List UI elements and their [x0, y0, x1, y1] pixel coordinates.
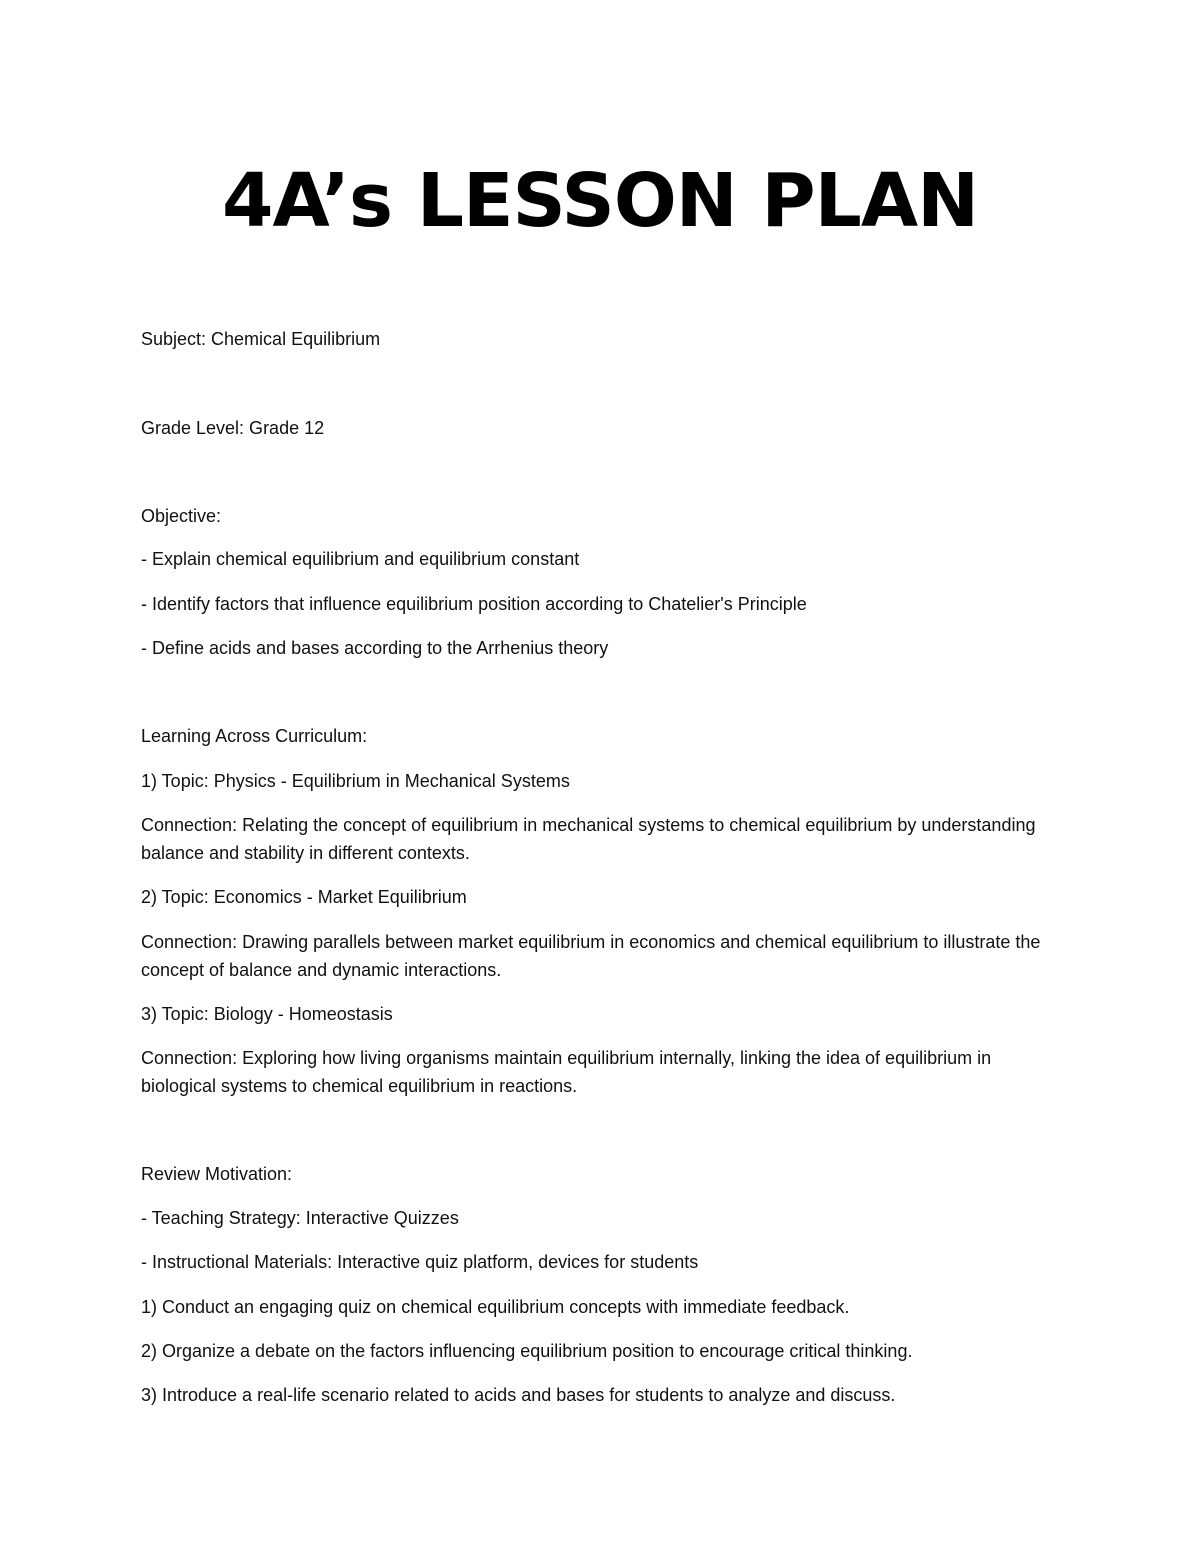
subject-line: Subject: Chemical Equilibrium [141, 329, 381, 349]
objective-heading: Objective: [141, 506, 222, 526]
objective-item: - Explain chemical equilibrium and equilibrium constant [141, 549, 580, 569]
teaching-strategy-line: - Teaching Strategy: Interactive Quizzes [141, 1208, 459, 1228]
curriculum-connection: Connection: Drawing parallels between market equilibrium in economics and chemical equilibrium to illustrate the concept of balance and dynamic interactions. [141, 932, 1041, 980]
objective-item: - Define acids and bases according to the Arrhenius theory [141, 638, 609, 658]
curriculum-topic: 2) Topic: Economics - Market Equilibrium [141, 887, 467, 907]
curriculum-topic: 3) Topic: Biology - Homeostasis [141, 1004, 393, 1024]
curriculum-topic: 1) Topic: Physics - Equilibrium in Mechanical Systems [141, 771, 570, 791]
grade-level-line: Grade Level: Grade 12 [141, 418, 325, 438]
review-step: 1) Conduct an engaging quiz on chemical equilibrium concepts with immediate feedback. [141, 1297, 850, 1317]
review-motivation-heading: Review Motivation: [141, 1164, 293, 1184]
learning-across-curriculum-heading: Learning Across Curriculum: [141, 726, 368, 746]
instructional-materials-line: - Instructional Materials: Interactive quiz platform, devices for students [141, 1252, 699, 1272]
review-step: 2) Organize a debate on the factors influencing equilibrium position to encourage critical thinking. [141, 1341, 913, 1361]
objective-item: - Identify factors that influence equilibrium position according to Chatelier's Principle [141, 594, 807, 614]
curriculum-connection: Connection: Exploring how living organisms maintain equilibrium internally, linking the idea of equilibrium in biological systems to chemical equilibrium in reactions. [141, 1048, 992, 1096]
page-title: 4A’s LESSON PLAN [221, 158, 979, 244]
review-step: 3) Introduce a real-life scenario related to acids and bases for students to analyze and discuss. [141, 1385, 896, 1405]
curriculum-connection: Connection: Relating the concept of equilibrium in mechanical systems to chemical equilibrium by understanding balance and stability in different contexts. [141, 815, 1036, 863]
